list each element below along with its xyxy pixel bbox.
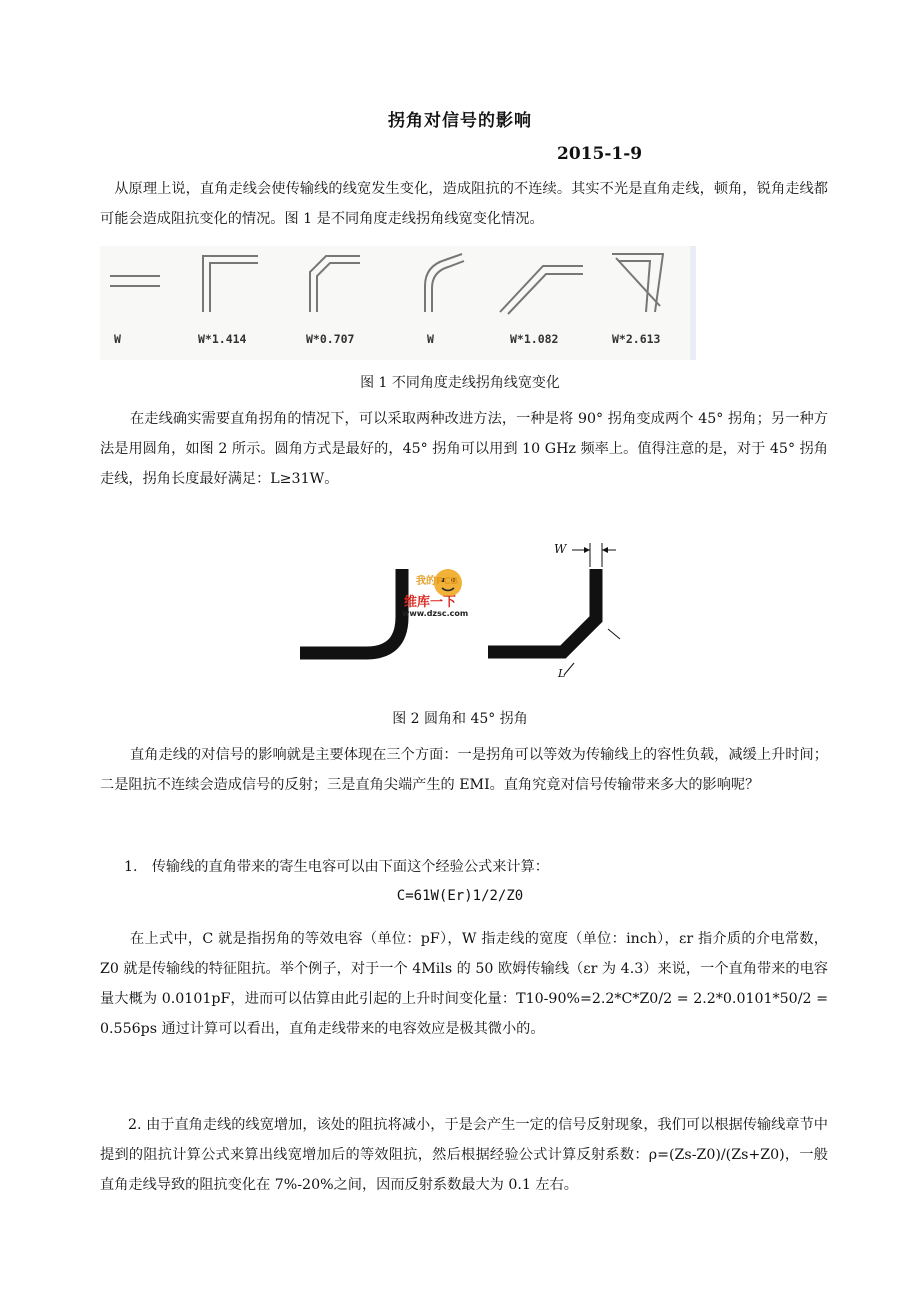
paragraph-effects: 直角走线的对信号的影响就是主要体现在三个方面：一是拐角可以等效为传输线上的容性负载，减缓上升时间；二是阻抗不连续会造成信号的反射；三是直角尖端产生的 EMI。直角究竟对信号传输带来多大的影响呢？ — [100, 747, 828, 793]
acute-trace-outer — [500, 266, 583, 312]
document-title: 拐角对信号的影响 — [388, 111, 532, 131]
figure-1-label-straight: W — [114, 332, 121, 346]
logo-tagline: 我的PCB — [416, 576, 459, 587]
list-item-1: 1. 传输线的直角带来的寄生电容可以由下面这个经验公式来计算： — [124, 859, 549, 875]
figure-1-drawing — [100, 246, 696, 360]
paragraph-improvements: 在走线确实需要直角拐角的情况下，可以采取两种改进方法，一种是将 90° 拐角变成两个 45° 拐角；另一种方法是用圆角，如图 2 所示。圆角方式是最好的，45° 拐角可以用到 10 GHz 频率上。值得注意的是，对于 45° 拐角走线，拐角长度最好满足：L≥31W。 — [100, 411, 828, 487]
logo-url: www.dzsc.com — [402, 609, 469, 618]
document-date: 2015-1-9 — [557, 144, 643, 164]
figure-1-label-135: W*0.707 — [306, 332, 355, 346]
obtuse-trace-inner — [432, 261, 464, 312]
figure-2-caption: 图 2 圆角和 45° 拐角 — [392, 711, 528, 727]
chamfered-corner-trace — [488, 569, 596, 652]
figure-2-round-and-45-corner — [298, 535, 628, 685]
list-item-2: 2. 由于直角走线的线宽增加，该处的阻抗将减小，于是会产生一定的信号反射现象，我们可以根据传输线章节中提到的阻抗计算公式来算出线宽增加后的等效阻抗，然后根据经验公式计算反射系数：ρ=(Zs-Z0)/(Zs+Z0)，一般直角走线导致的阻抗变化在 7%-20%之间，因而反射系数最大为 0.1 左右。 — [100, 1117, 828, 1193]
figure-1-edge-strip — [690, 246, 696, 360]
l-arrow-upper — [608, 629, 620, 639]
w-arrowhead — [584, 547, 590, 553]
paragraph-intro: 从原理上说，直角走线会使传输线的线宽发生变化，造成阻抗的不连续。其实不光是直角走线，顿角，锐角走线都可能会造成阻抗变化的情况。图 1 是不同角度走线拐角线宽变化情况。 — [100, 181, 828, 227]
rounded-corner-trace — [300, 569, 402, 653]
w-arrowhead — [602, 547, 608, 553]
logo-text: 维库一下 — [404, 595, 457, 610]
paragraph-capacitance-example: 在上式中，C 就是指拐角的等效电容（单位：pF），W 指走线的宽度（单位：inch），εr 指介质的介电常数，Z0 就是传输线的特征阻抗。举个例子，对于一个 4Mils 的 50 欧姆传输线（εr 为 4.3）来说，一个直角带来的电容量大概为 0.0101pF，进而可以估算由此引起的上升时间变化量：T10-90%=2.2*C*Z0/2 = 2.2*0.0101*50/2 = 0.556ps 通过计算可以看出，直角走线带来的电容效应是极其微小的。 — [100, 931, 828, 1037]
sharp-trace-diagonal — [616, 258, 660, 306]
figure-1-label-sharp: W*2.613 — [612, 332, 661, 346]
figure-1-label-curve: W — [427, 332, 434, 346]
figure-1-label-90: W*1.414 — [198, 332, 247, 346]
l-arrow-lower — [564, 663, 574, 675]
w-dimension-label: W — [554, 542, 567, 556]
acute-trace-inner — [508, 274, 583, 314]
figure-1-label-acute: W*1.082 — [510, 332, 559, 346]
right-angle-trace-outer — [203, 256, 258, 312]
chamfer-trace-inner — [317, 263, 360, 312]
obtuse-trace-outer — [425, 254, 462, 312]
l-dimension-label: L — [558, 667, 566, 680]
figure-1-corner-widths — [100, 246, 696, 360]
capacitance-formula: C=61W(Er)1/2/Z0 — [396, 888, 524, 904]
figure-1-caption: 图 1 不同角度走线拐角线宽变化 — [360, 375, 560, 391]
right-angle-trace-inner — [210, 263, 258, 312]
sharp-trace-inner — [618, 261, 650, 312]
